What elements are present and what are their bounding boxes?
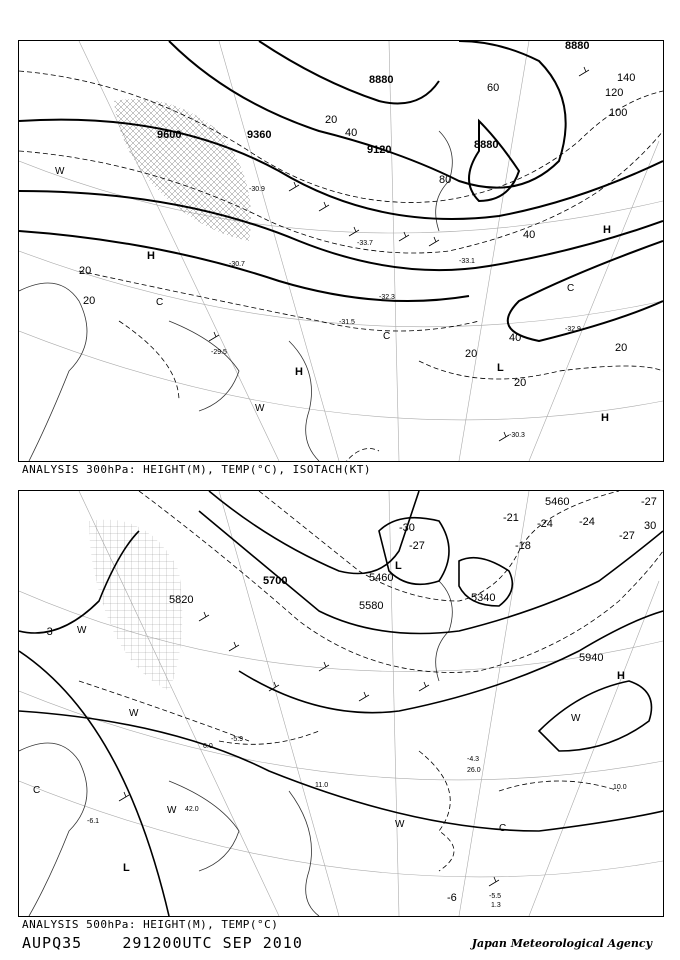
temp-label: -30.9: [249, 186, 265, 193]
height-label: 5460: [369, 572, 394, 584]
high-center-label: H: [601, 412, 609, 424]
height-label: 5940: [579, 652, 604, 664]
temp-contour-label: -24: [579, 516, 595, 528]
temp-label: -33.1: [459, 258, 475, 265]
temp-label: -31.5: [339, 319, 355, 326]
warm-center-label: W: [129, 708, 139, 719]
temp-contour-label: -27: [409, 540, 425, 552]
cold-center-label: C: [567, 283, 575, 294]
warm-center-label: W: [571, 713, 581, 724]
warm-center-label: W: [55, 166, 65, 177]
isotach-label: 120: [605, 87, 624, 99]
temp-label: 26.0: [467, 767, 481, 774]
temp-contour-label: -27: [641, 496, 657, 508]
temp-label: -30.3: [509, 432, 525, 439]
temp-label: 6.0: [203, 743, 213, 750]
temp-label: 10.0: [613, 784, 627, 791]
height-label: 9600: [157, 129, 182, 141]
height-label: 9120: [367, 144, 392, 156]
low-center-label: L: [497, 362, 504, 374]
height-label: 8880: [474, 139, 499, 151]
height-label: 5460: [545, 496, 570, 508]
high-center-label: H: [295, 366, 303, 378]
temp-contour-label: -18: [515, 540, 531, 552]
map-300hpa-caption: ANALYSIS 300hPa: HEIGHT(M), TEMP(°C), ISOTACH(KT): [22, 463, 372, 476]
height-label: 8880: [565, 41, 590, 52]
map-500hpa-svg: [19, 491, 663, 916]
isotach-label: 20: [79, 265, 92, 277]
temp-label: -30.7: [229, 261, 245, 268]
isotach-label: 140: [617, 72, 636, 84]
temp-contour-label: -24: [537, 518, 553, 530]
map-300hpa-svg: [19, 41, 663, 461]
temp-label: -4.3: [467, 756, 480, 763]
warm-center-label: W: [255, 403, 265, 414]
map-500hpa-caption: ANALYSIS 500hPa: HEIGHT(M), TEMP(°C): [22, 918, 279, 931]
low-center-label: L: [123, 862, 130, 874]
isotach-label: 40: [509, 332, 522, 344]
cold-center-label: C: [156, 297, 164, 308]
temp-contour-label: 30: [644, 520, 657, 532]
temp-label: -5.5: [489, 893, 502, 900]
height-label: 9360: [247, 129, 272, 141]
temp-label: -33.7: [357, 240, 373, 247]
chart-code-and-time: [22, 934, 303, 952]
isotach-label: 20: [83, 295, 96, 307]
temp-contour-label: -21: [503, 512, 519, 524]
chart-code: AUPQ35: [22, 934, 83, 952]
temp-label: 1.3: [491, 902, 501, 909]
warm-center-label: W: [167, 805, 177, 816]
height-label: 8880: [369, 74, 394, 86]
isotach-label: 100: [609, 107, 628, 119]
height-label: 5580: [359, 600, 384, 612]
low-center-label: L: [395, 560, 402, 572]
analysis-500hpa-map: [18, 490, 664, 917]
warm-center-label: W: [77, 625, 87, 636]
height-label: 5820: [169, 594, 194, 606]
wind-barbs: [209, 67, 589, 441]
isotach-label: 80: [439, 174, 452, 186]
temp-contour-label: -3: [43, 626, 53, 638]
temp-contour-label: -27: [619, 530, 635, 542]
warm-center-label: W: [395, 819, 405, 830]
height-label: 5700: [263, 575, 288, 587]
temp-label: -29.5: [211, 349, 227, 356]
isotach-label: 20: [615, 342, 628, 354]
valid-time: 291200UTC SEP 2010: [122, 934, 303, 952]
analysis-300hpa-map: [18, 40, 664, 462]
high-center-label: H: [617, 670, 625, 682]
temp-contour-label: -6: [447, 892, 457, 904]
high-center-label: H: [147, 250, 155, 262]
height-contours: [19, 41, 663, 341]
temp-label: 11.0: [315, 782, 329, 789]
temp-label: 42.0: [185, 806, 199, 813]
temp-label: -6.1: [87, 818, 100, 825]
isotach-label: 20: [514, 377, 527, 389]
isotach-label: 20: [465, 348, 478, 360]
temp-label: -5.9: [231, 736, 244, 743]
temp-label: -32.9: [565, 326, 581, 333]
isotach-label: 40: [523, 229, 536, 241]
agency-name: Japan Meteorological Agency: [471, 937, 652, 950]
height-label: 5340: [471, 592, 496, 604]
isotach-label: 40: [345, 127, 358, 139]
isotach-shading: [114, 99, 251, 241]
high-center-label: H: [603, 224, 611, 236]
cold-center-label: C: [383, 331, 391, 342]
cold-center-label: C: [499, 823, 507, 834]
cold-center-label: C: [33, 785, 41, 796]
temp-label: -32.3: [379, 294, 395, 301]
isotach-label: 60: [487, 82, 500, 94]
isotach-label: 20: [325, 114, 338, 126]
temp-contour-label: -30: [399, 522, 415, 534]
